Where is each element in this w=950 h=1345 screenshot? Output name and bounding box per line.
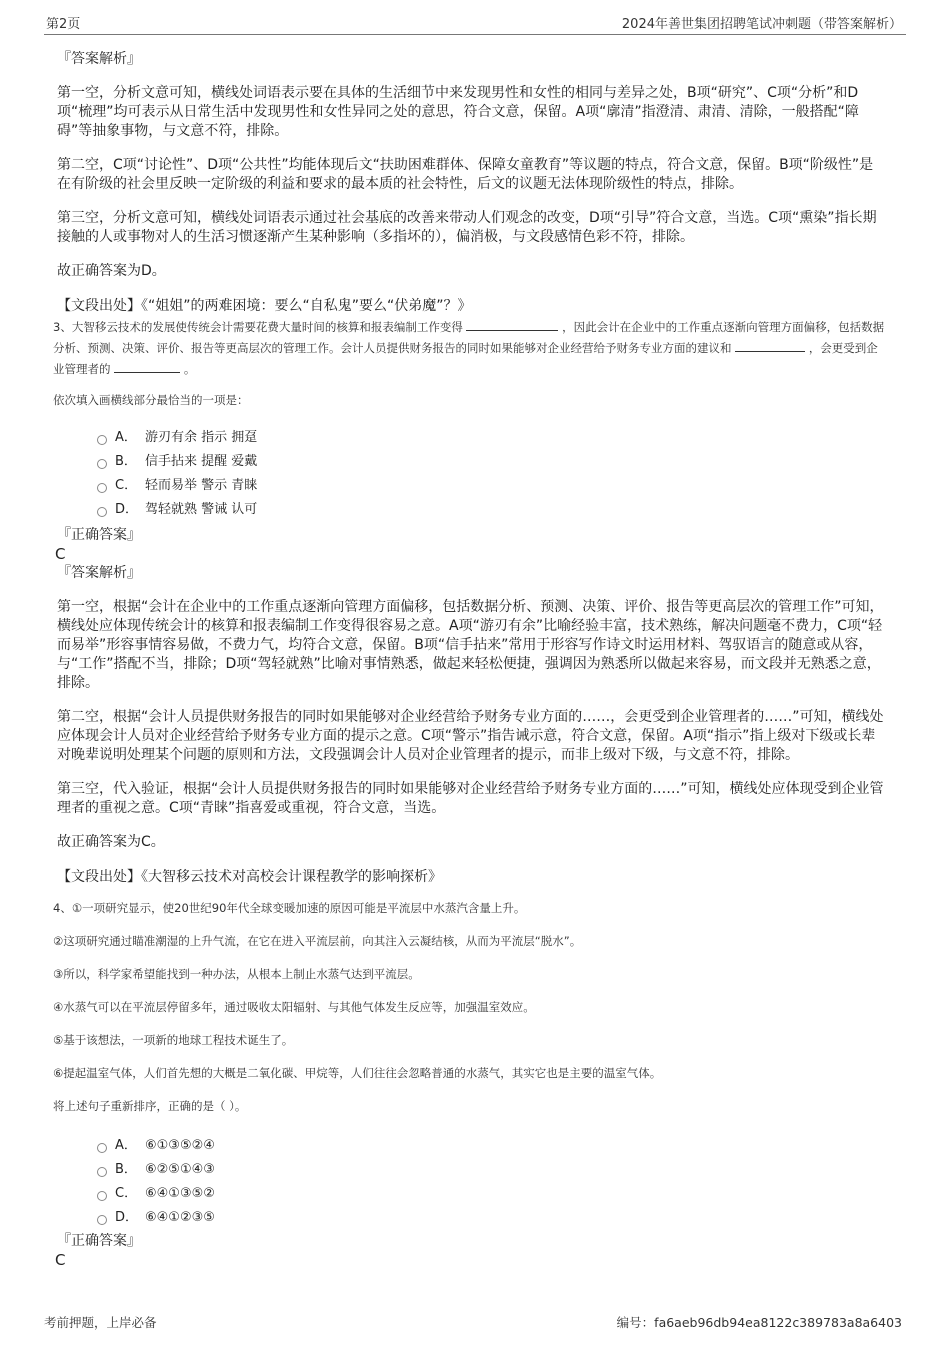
q3-stem-part-3: ，会更受到企业管理者的 xyxy=(53,341,878,376)
q4-sentence-6: ⑥提起温室气体，人们首先想的大概是二氧化碳、甲烷等，人们往往会忽略普通的水蒸气，其实它也是主要的温室气体。 xyxy=(53,1066,662,1080)
option-text: ⑥④①②③⑤ xyxy=(145,1210,215,1225)
option-text: 游刃有余 指示 拥趸 xyxy=(145,430,258,445)
q4-sentence-5: ⑤基于该想法，一项新的地球工程技术诞生了。 xyxy=(53,1033,294,1047)
q3-options xyxy=(57,426,887,522)
q3-prompt: 依次填入画横线部分最恰当的一项是： xyxy=(53,393,249,407)
page-content xyxy=(53,46,887,1270)
option-text: ⑥④①③⑤② xyxy=(145,1186,215,1201)
radio-icon[interactable] xyxy=(97,1143,107,1153)
option-letter: D． xyxy=(115,502,139,517)
q3-option-d[interactable] xyxy=(57,498,887,522)
q3-blank-3 xyxy=(114,360,180,373)
option-letter: C． xyxy=(115,1186,138,1201)
page-number: 第2页 xyxy=(46,17,81,32)
q3-option-c[interactable] xyxy=(57,474,887,498)
q4-prompt: 将上述句子重新排序，正确的是（ ）。 xyxy=(53,1099,247,1113)
q4-option-c[interactable] xyxy=(57,1182,887,1206)
option-text: ⑥①③⑤②④ xyxy=(145,1138,215,1153)
radio-icon[interactable] xyxy=(97,459,107,469)
option-text: 信手拈来 提醒 爱戴 xyxy=(145,454,258,469)
q3-option-b[interactable] xyxy=(57,450,887,474)
q3-analysis-label: 『答案解析』 xyxy=(57,565,141,581)
page-header xyxy=(44,10,906,35)
option-text: 驾轻就熟 警诫 认可 xyxy=(145,502,258,517)
q3-answer-label: 『正确答案』 xyxy=(57,527,141,543)
q3-blank-1 xyxy=(466,318,558,331)
q3-analysis-p1: 第一空，根据“会计在企业中的工作重点逐渐向管理方面偏移，包括数据分析、预测、决策、评价、报告等更高层次的管理工作”可知，横线处应体现传统会计的核算和报表编制工作变得很容易之意。A项“游刃有余”比喻经验丰富，技术熟练，解决问题毫不费力，C项“轻而易举”形容事情容易做，不费力气，均符合文意，保留。B项“信手拈来”常用于形容写作诗文时运用材料、驾驭语言的随意或从容，与“工作”搭配不当，排除；D项“驾轻就熟”比喻对事情熟悉，做起来轻松便捷，强调因为熟悉所以做起来容易，而文段并无熟悉之意，排除。 xyxy=(57,599,884,691)
q4-answer-label: 『正确答案』 xyxy=(57,1233,141,1249)
q2-analysis-p3: 第三空，分析文意可知，横线处词语表示通过社会基底的改善来带动人们观念的改变，D项“引导”符合文意，当选。C项“熏染”指长期接触的人或事物对人的生活习惯逐渐产生某种影响（多指坏的），偏消极，与文段感情色彩不符，排除。 xyxy=(57,210,877,245)
q3-option-a[interactable] xyxy=(57,426,887,450)
radio-icon[interactable] xyxy=(97,1215,107,1225)
radio-icon[interactable] xyxy=(97,1191,107,1201)
option-text: 轻而易举 警示 青睐 xyxy=(145,478,258,493)
radio-icon[interactable] xyxy=(97,435,107,445)
q3-stem-part-4: 。 xyxy=(183,362,196,376)
option-letter: D． xyxy=(115,1210,139,1225)
q4-option-b[interactable] xyxy=(57,1158,887,1182)
q4-sentence-4: ④水蒸气可以在平流层停留多年，通过吸收太阳辐射、与其他气体发生反应等，加强温室效应。 xyxy=(53,1000,535,1014)
document-id: 编号：fa6aeb96db94ea8122c389783a8a6403 xyxy=(616,1315,902,1330)
q2-analysis-p2: 第二空，C项“讨论性”、D项“公共性”均能体现后文“扶助困难群体、保障女童教育”等议题的特点，符合文意，保留。B项“阶级性”是在有阶级的社会里反映一定阶级的利益和要求的最本质的社会特性，后文的议题无法体现阶级性的特点，排除。 xyxy=(57,157,874,192)
option-letter: C． xyxy=(115,478,138,493)
option-text: ⑥②⑤①④③ xyxy=(145,1162,215,1177)
option-letter: B． xyxy=(115,1162,137,1177)
q3-stem-part-2: ，因此会计在企业中的工作重点逐渐向管理方面偏移，包括数据分析、预测、决策、评价、报告等更高层次的管理工作。会计人员提供财务报告的同时如果能够对企业经营给予财务专业方面的建议和 xyxy=(53,320,885,355)
q4-sentence-3: ③所以，科学家希望能找到一种办法，从根本上制止水蒸气达到平流层。 xyxy=(53,967,420,981)
option-letter: B． xyxy=(115,454,137,469)
q3-analysis-p2: 第二空，根据“会计人员提供财务报告的同时如果能够对企业经营给予财务专业方面的……，会更受到企业管理者的……”可知，横线处应体现会计人员对企业经营给予财务专业方面的提示之意。C项“警示”指告诫示意，符合文意，保留。A项“指示”指上级对下级或长辈对晚辈说明处理某个问题的原则和方法，文段强调会计人员对企业管理者的提示，而非上级对下级，与文意不符，排除。 xyxy=(57,709,884,763)
q3-stem xyxy=(53,317,887,380)
q4-sentence-2: ②这项研究通过瞄准潮湿的上升气流，在它在进入平流层前，向其注入云凝结核，从而为平流层“脱水”。 xyxy=(53,934,582,948)
q2-analysis-label: 『答案解析』 xyxy=(57,51,141,67)
radio-icon[interactable] xyxy=(97,483,107,493)
footer-slogan: 考前押题，上岸必备 xyxy=(44,1315,157,1330)
q3-answer: C xyxy=(55,545,66,563)
q4-sentence-1: 4、①一项研究显示，使20世纪90年代全球变暖加速的原因可能是平流层中水蒸汽含量上升。 xyxy=(53,901,526,915)
q3-conclusion: 故正确答案为C。 xyxy=(57,834,165,850)
q4-answer: C xyxy=(55,1251,66,1269)
radio-icon[interactable] xyxy=(97,507,107,517)
option-letter: A． xyxy=(115,1138,137,1153)
q2-analysis-p1: 第一空，分析文意可知，横线处词语表示要在具体的生活细节中来发现男性和女性的相同与差异之处，B项“研究”、C项“分析”和D项“梳理”均可表示从日常生活中发现男性和女性异同之处的意思，符合文意，保留。A项“廓清”指澄清、肃清、清除，一般搭配“障碍”等抽象事物，与文意不符，排除。 xyxy=(57,85,859,139)
option-letter: A． xyxy=(115,430,137,445)
q3-stem-part-1: 3、大智移云技术的发展使传统会计需要花费大量时间的核算和报表编制工作变得 xyxy=(53,320,463,334)
q4-option-a[interactable] xyxy=(57,1134,887,1158)
document-title: 2024年善世集团招聘笔试冲刺题（带答案解析） xyxy=(621,17,902,32)
q3-blank-2 xyxy=(735,339,805,352)
q4-options xyxy=(57,1134,887,1230)
radio-icon[interactable] xyxy=(97,1167,107,1177)
q3-analysis-p3: 第三空，代入验证，根据“会计人员提供财务报告的同时如果能够对企业经营给予财务专业方面的……”可知，横线处应体现受到企业管理者的重视之意。C项“青睐”指喜爱或重视，符合文意，当选。 xyxy=(57,781,884,816)
q2-conclusion: 故正确答案为D。 xyxy=(57,263,166,279)
q3-source: 【文段出处】《大智移云技术对高校会计课程教学的影响探析》 xyxy=(57,869,442,885)
q2-source: 【文段出处】《“姐姐”的两难困境：要么“自私鬼”要么“伏弟魔”？》 xyxy=(57,298,472,314)
q4-option-d[interactable] xyxy=(57,1206,887,1230)
